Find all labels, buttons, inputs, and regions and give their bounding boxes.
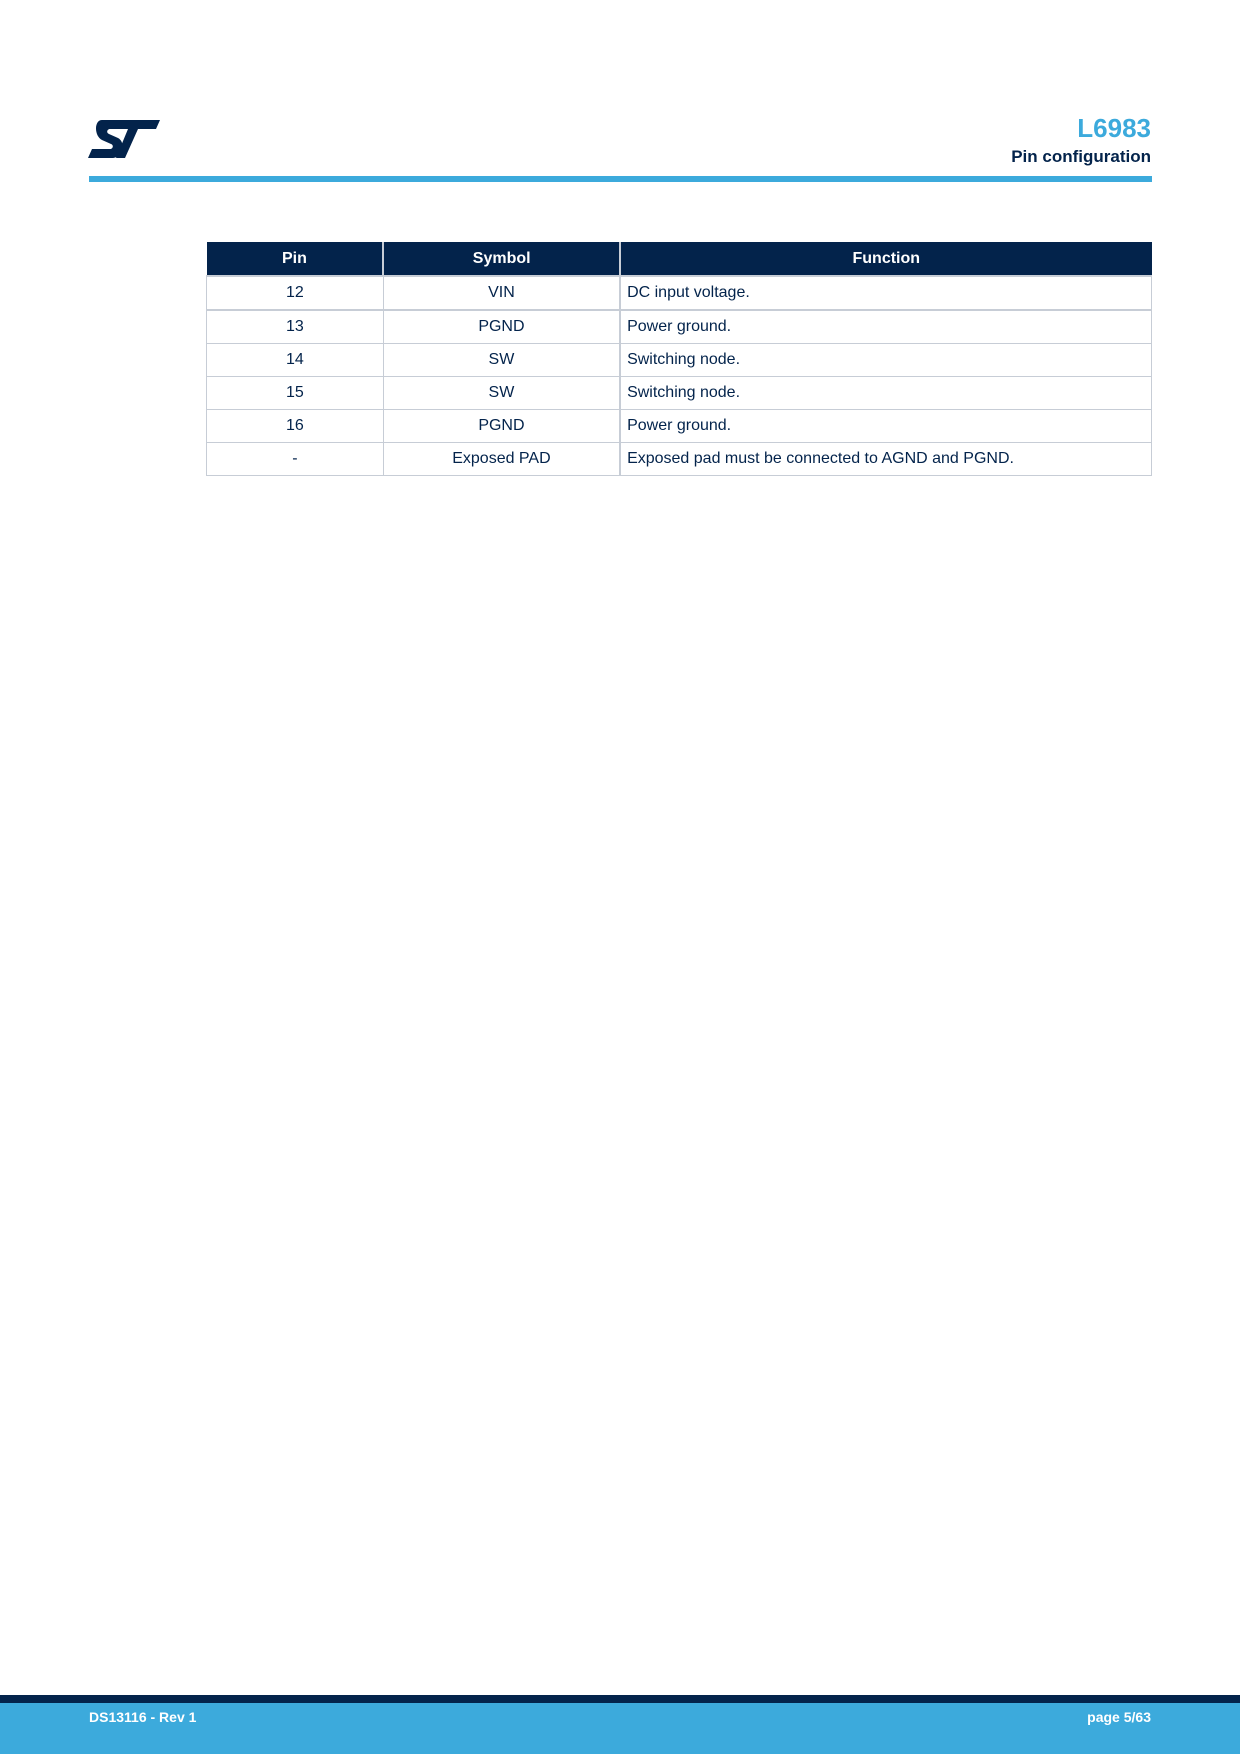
pin-cell: -: [207, 443, 384, 476]
symbol-cell: SW: [383, 377, 620, 410]
column-header-function: Function: [620, 242, 1151, 276]
symbol-cell: VIN: [383, 276, 620, 310]
footer-page-number: page 5/63: [1087, 1709, 1151, 1725]
footer-doc-id: DS13116 - Rev 1: [89, 1709, 197, 1725]
table-row: [207, 276, 1152, 310]
function-cell: Switching node.: [620, 377, 1151, 410]
column-header-symbol: Symbol: [383, 242, 620, 276]
function-cell: Exposed pad must be connected to AGND and PGND.: [620, 443, 1151, 476]
st-logo-icon: [88, 118, 160, 160]
function-cell: Power ground.: [620, 310, 1151, 344]
table-row: [207, 344, 1152, 377]
function-cell: DC input voltage.: [620, 276, 1151, 310]
function-cell: Switching node.: [620, 344, 1151, 377]
symbol-cell: Exposed PAD: [383, 443, 620, 476]
table-row: [207, 377, 1152, 410]
footer-dark-band: [0, 1695, 1240, 1703]
pin-cell: 13: [207, 310, 384, 344]
pin-cell: 15: [207, 377, 384, 410]
function-cell: Power ground.: [620, 410, 1151, 443]
symbol-cell: PGND: [383, 310, 620, 344]
symbol-cell: SW: [383, 344, 620, 377]
table-row: [207, 310, 1152, 344]
section-title: Pin configuration: [1011, 147, 1151, 166]
pin-cell: 14: [207, 344, 384, 377]
table-row: [207, 410, 1152, 443]
table-header-row: [207, 242, 1152, 276]
pin-cell: 16: [207, 410, 384, 443]
pin-table: [206, 242, 1152, 476]
document-title: L6983: [1077, 113, 1151, 143]
pin-cell: 12: [207, 276, 384, 310]
column-header-pin: Pin: [207, 242, 384, 276]
symbol-cell: PGND: [383, 410, 620, 443]
header-rule: [89, 176, 1152, 182]
table-row: [207, 443, 1152, 476]
